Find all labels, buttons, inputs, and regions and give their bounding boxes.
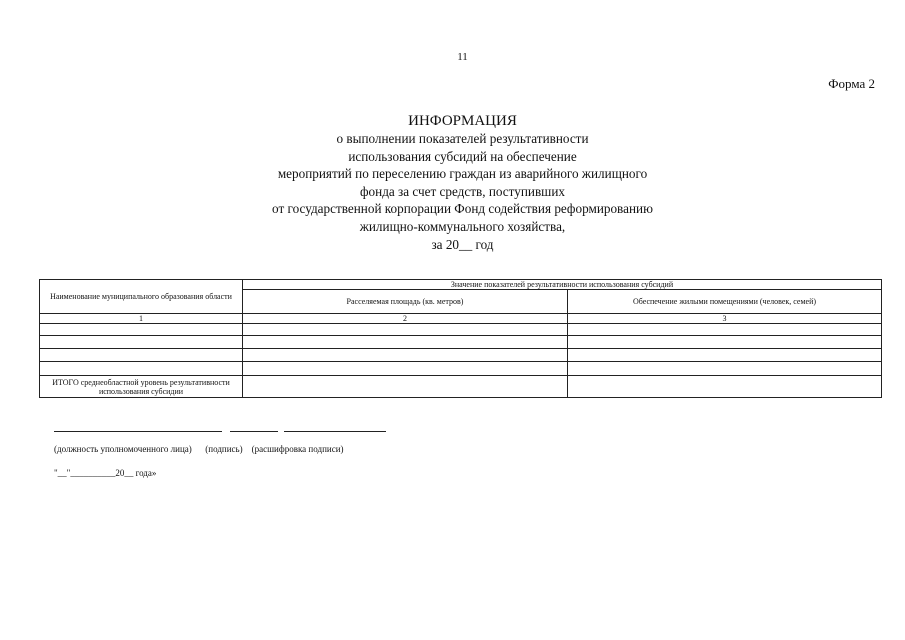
title-line: фонда за счет средств, поступивших	[360, 183, 565, 199]
document-title: ИНФОРМАЦИЯ	[408, 113, 517, 129]
table-cell[interactable]	[40, 362, 243, 376]
signature-line-position	[54, 431, 222, 432]
title-line: мероприятий по переселению граждан из аварийного жилищного	[277, 166, 648, 182]
signature-line-sign	[230, 431, 278, 432]
table-cell[interactable]	[243, 336, 568, 349]
table-cell[interactable]	[243, 362, 568, 376]
form-label: Форма 2	[828, 76, 875, 91]
table-cell[interactable]	[243, 376, 568, 398]
col-number-3: 3	[568, 314, 882, 324]
col1-header: Наименование муниципального образования области	[40, 280, 243, 314]
group-header: Значение показателей результативности использования субсидий	[243, 280, 882, 290]
table-row	[40, 324, 882, 336]
table-row	[40, 336, 882, 349]
title-line: использования субсидий на обеспечение	[348, 148, 577, 164]
table-cell[interactable]	[40, 336, 243, 349]
table-cell[interactable]	[243, 349, 568, 362]
indicators-table	[39, 279, 882, 398]
table-cell[interactable]	[40, 324, 243, 336]
title-line: о выполнении показателей результативности	[336, 131, 589, 146]
table-cell[interactable]	[40, 349, 243, 362]
table-cell[interactable]	[568, 362, 882, 376]
table-cell[interactable]	[568, 336, 882, 349]
col2-header: Расселяемая площадь (кв. метров)	[243, 290, 568, 314]
total-row	[40, 376, 882, 398]
table-row	[40, 349, 882, 362]
col3-header: Обеспечение жилыми помещениями (человек, семей)	[568, 290, 882, 314]
table-cell[interactable]	[568, 324, 882, 336]
title-block	[0, 112, 905, 253]
col-number-1: 1	[40, 314, 243, 324]
table-cell[interactable]	[243, 324, 568, 336]
table-row	[40, 362, 882, 376]
signature-captions: (должность уполномоченного лица) (подпись) (расшифровка подписи)	[54, 444, 344, 454]
table-cell[interactable]	[568, 376, 882, 398]
date-line: "__"__________20__ года»	[54, 468, 157, 478]
col-number-2: 2	[243, 314, 568, 324]
total-row-label: ИТОГО среднеобластной уровень результативности использования субсидии	[40, 376, 243, 398]
table-cell[interactable]	[568, 349, 882, 362]
title-line: за 20__ год	[431, 236, 494, 252]
signature-line-name	[284, 431, 386, 432]
title-line: жилищно-коммунального хозяйства,	[359, 218, 566, 234]
title-line: от государственной корпорации Фонд содействия реформированию	[272, 201, 653, 217]
page-number: 11	[457, 51, 468, 63]
